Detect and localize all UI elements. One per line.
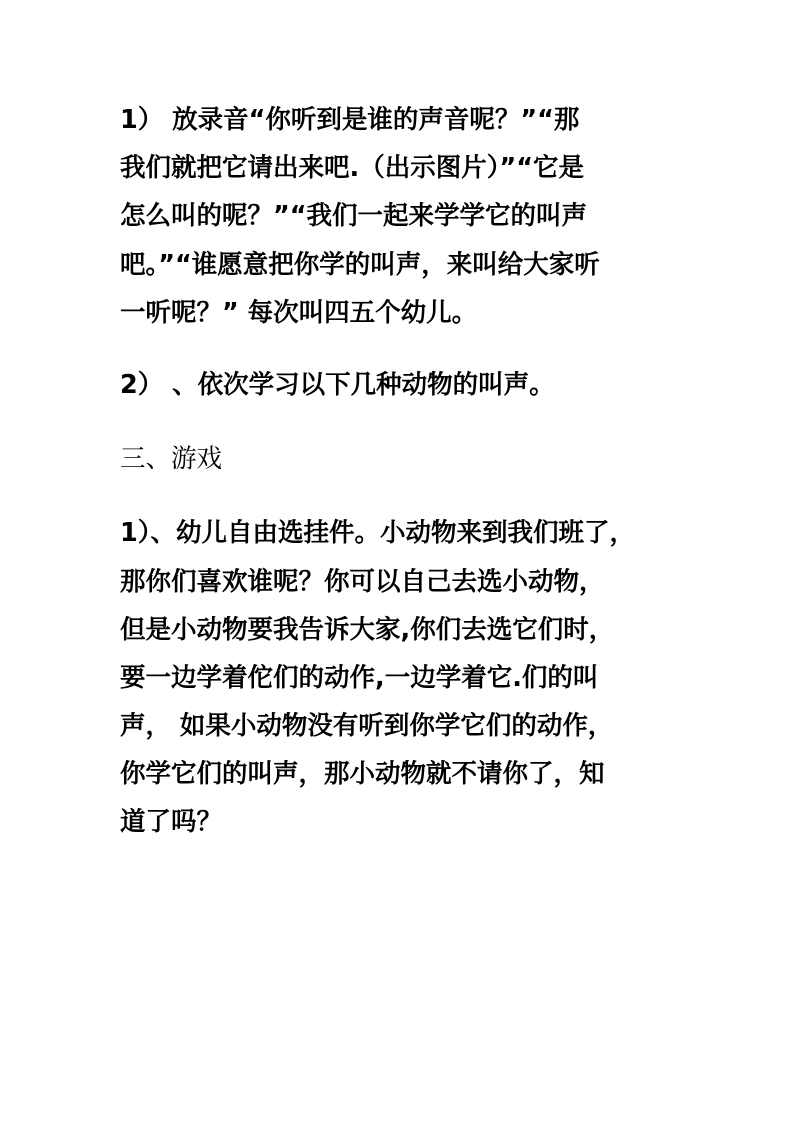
text-line: 你学它们的叫声，那小动物就不请你了，知 [120,759,605,790]
text-line: 1） 放录音“你听到是谁的声音呢？”“那 [120,105,580,135]
paragraph-record-playback [120,96,700,337]
text-line: 道了吗？ [120,807,223,838]
text-line: 声， 如果小动物没有听到你学它们的动作， [120,711,614,742]
text-line: 2） 、依次学习以下几种动物的叫声。 [120,369,555,400]
text-line: 那你们喜欢谁呢？你可以自己去选小动物， [120,566,605,597]
paragraph-choose-pendant [120,509,700,846]
text-line: 怎么叫的呢？”“我们一起来学学它的叫声 [120,201,588,232]
text-line: 三、游戏 [120,444,223,475]
text-line: 但是小动物要我告诉大家,你们去选它们时， [120,614,615,645]
paragraph-learn-animal-sounds [120,361,700,409]
text-line: 要一边学着佗们的动作,一边学着它.们的叫 [120,662,599,693]
text-line: 1）、幼儿自由选挂件。小动物来到我们班了， [120,518,635,549]
document-page [120,96,700,847]
text-line: 我们就把它请出来吧.（出示图片）”“它是 [120,153,584,184]
text-line: 一听呢？” 每次叫四五个幼儿。 [120,297,478,328]
text-line: 吧。”“谁愿意把你学的叫声，来叫给大家听 [120,249,600,280]
section-heading-game [120,435,700,483]
